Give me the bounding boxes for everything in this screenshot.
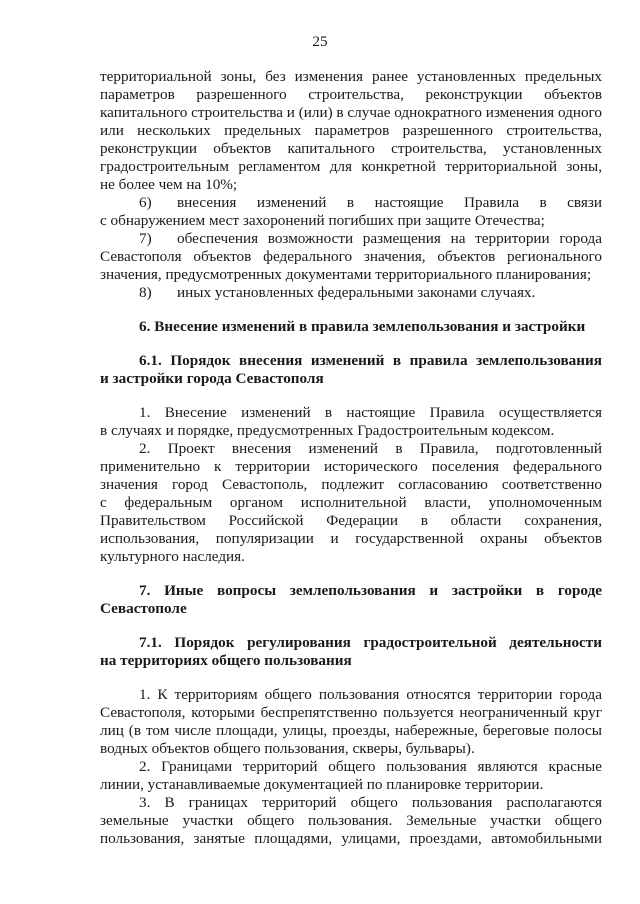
- text-line: Правительством Российской Федерации в области сохранения,: [100, 512, 602, 529]
- heading-line: 6.1. Порядок внесения изменений в правила землепользования: [139, 352, 602, 369]
- text-line: водных объектов общего пользования, скверы, бульвары).: [100, 740, 475, 757]
- heading-line: и застройки города Севастополя: [100, 370, 324, 387]
- item-number: 7): [139, 230, 152, 247]
- text-line: значения город Севастополь, подлежит согласованию соответственно: [100, 476, 602, 493]
- text-line: пользования, занятые площадями, улицами, проездами, автомобильными: [100, 830, 602, 847]
- item-number: 6): [139, 194, 152, 211]
- text-line: линии, устанавливаемые документацией по планировке территории.: [100, 776, 544, 793]
- text-line: с обнаружением мест захоронений погибших при защите Отечества;: [100, 212, 545, 229]
- text-line: капитального строительства и (или) в случае однократного изменения одного: [100, 104, 602, 121]
- text-line: территориальной зоны, без изменения ранее установленных предельных: [100, 68, 602, 85]
- text-line: использования, популяризации и государственной охраны объектов: [100, 530, 602, 547]
- heading-line: 7. Иные вопросы землепользования и застройки в городе: [139, 582, 602, 599]
- text-line: земельные участки общего пользования. Земельные участки общего: [100, 812, 602, 829]
- text-line: 6) внесения изменений в настоящие Правила в связи: [139, 194, 602, 211]
- heading-line: 7.1. Порядок регулирования градостроительной деятельности: [139, 634, 602, 651]
- text-line: лиц (в том числе площади, улицы, проезды, набережные, береговые полосы: [100, 722, 602, 739]
- heading-line: Севастополе: [100, 600, 187, 617]
- text-line: градостроительным регламентом для конкретной территориальной зоны,: [100, 158, 602, 175]
- text-line: в случаях и порядке, предусмотренных Градостроительным кодексом.: [100, 422, 555, 439]
- page-number: 25: [312, 33, 328, 50]
- text-line: 1. К территориям общего пользования относятся территории города: [139, 686, 602, 703]
- text-line: Севастополя объектов федерального значения, объектов регионального: [100, 248, 602, 265]
- text-line: значения, предусмотренных документами территориального планирования;: [100, 266, 592, 283]
- text-line: с федеральным органом исполнительной власти, уполномоченным: [100, 494, 602, 511]
- heading-line: на территориях общего пользования: [100, 652, 352, 669]
- text-line: 2. Проект внесения изменений в Правила, подготовленный: [139, 440, 602, 457]
- text-line: культурного наследия.: [100, 548, 245, 565]
- item-number: 8): [139, 284, 152, 301]
- section-6-heading: 6. Внесение изменений в правила землепользования и застройки: [139, 318, 586, 335]
- text-line: 3. В границах территорий общего пользования располагаются: [139, 794, 602, 811]
- text-line: применительно к территории исторического поселения федерального: [100, 458, 602, 475]
- text-line: 8) иных установленных федеральными законами случаях.: [139, 284, 536, 301]
- text-line: реконструкции объектов капитального строительства, установленных: [100, 140, 602, 157]
- text-line: параметров разрешенного строительства, реконструкции объектов: [100, 86, 602, 103]
- text-line: не более чем на 10%;: [100, 176, 238, 193]
- text-line: 7) обеспечения возможности размещения на территории города: [139, 230, 602, 247]
- text-line: 1. Внесение изменений в настоящие Правила осуществляется: [139, 404, 602, 421]
- text-line: или нескольких предельных параметров разрешенного строительства,: [100, 122, 602, 139]
- text-line: 2. Границами территорий общего пользования являются красные: [139, 758, 602, 775]
- text-line: Севастополя, которыми беспрепятственно пользуется неограниченный круг: [100, 704, 602, 721]
